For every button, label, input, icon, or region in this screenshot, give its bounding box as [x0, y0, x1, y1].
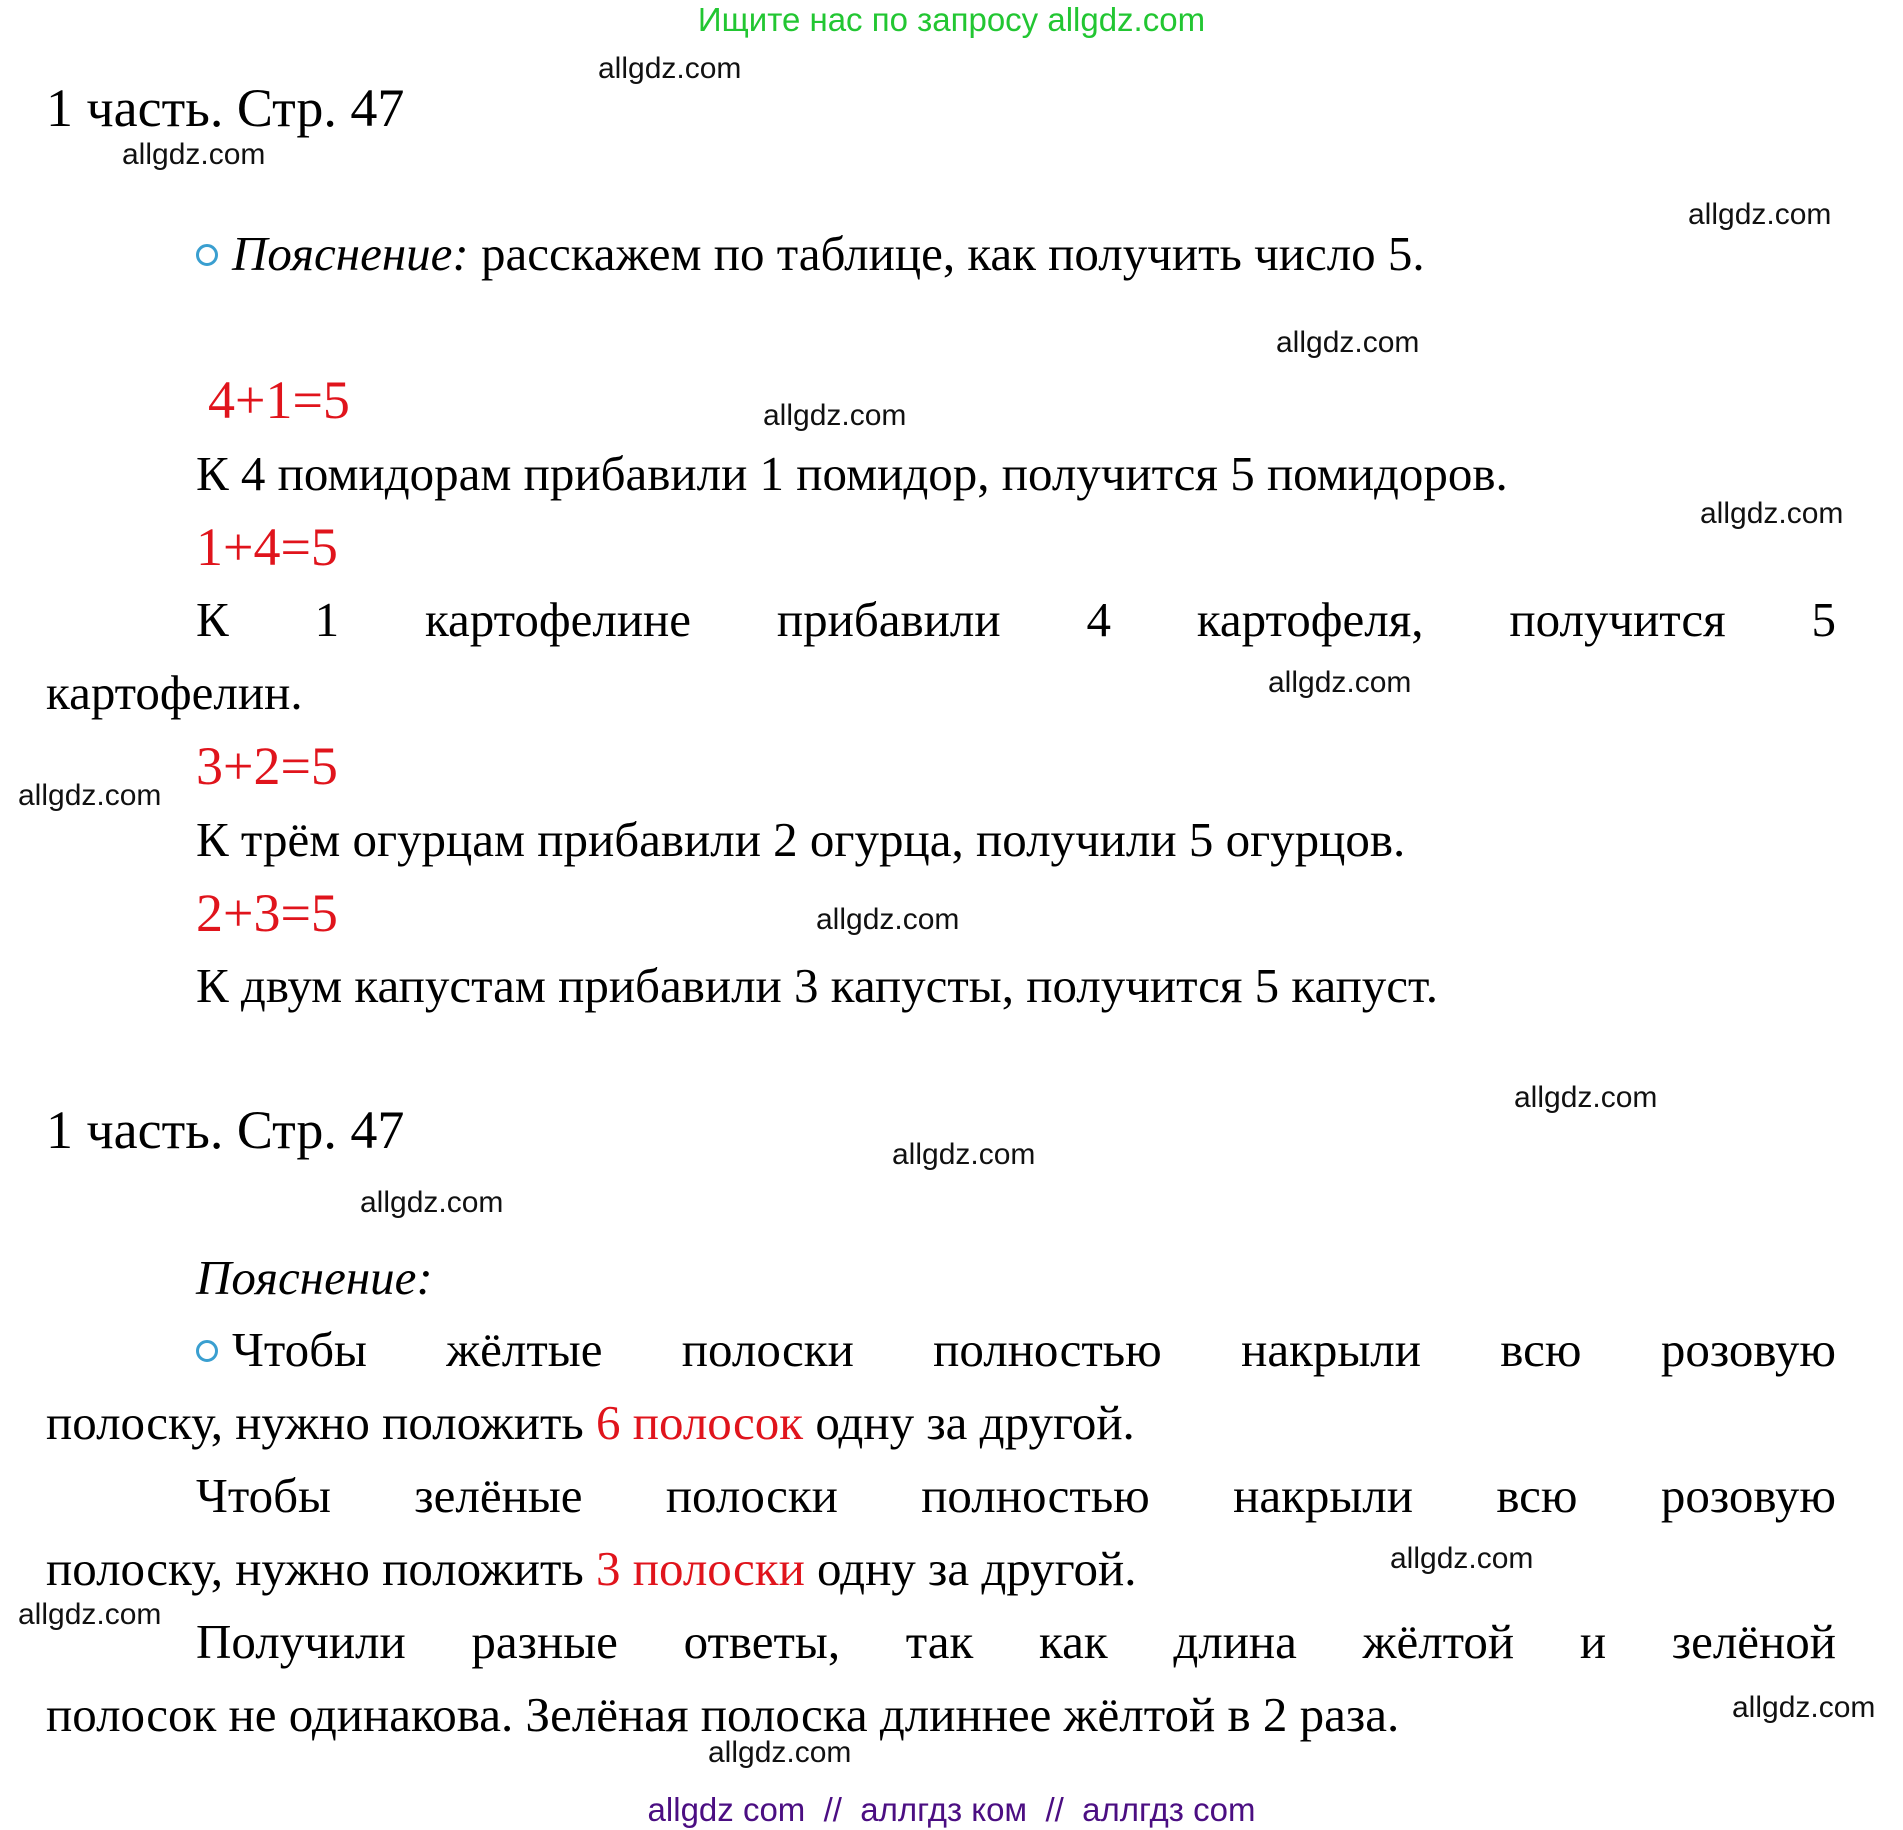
- equation: 2+3=5: [196, 883, 338, 943]
- explanation-label: Пояснение:: [232, 226, 469, 281]
- section1-heading: 1 часть. Стр. 47: [46, 78, 405, 138]
- equation: 1+4=5: [196, 517, 338, 577]
- answer-highlight: 6 полосок: [596, 1395, 804, 1450]
- paragraph-2-line-2: [46, 1539, 1137, 1599]
- equation: 3+2=5: [196, 736, 338, 796]
- watermark: allgdz.com: [1514, 1081, 1658, 1114]
- watermark: allgdz.com: [122, 138, 266, 171]
- paragraph-1-line-2: [46, 1393, 1135, 1453]
- watermark: allgdz.com: [708, 1736, 852, 1769]
- paragraph-2-line-1: Чтобы зелёные полоски полностью накрыли всю розовую: [196, 1468, 1836, 1523]
- paragraph-text: Чтобы жёлтые полоски полностью накрыли всю розовую: [232, 1322, 1836, 1377]
- watermark: allgdz.com: [598, 52, 742, 85]
- watermark: allgdz.com: [816, 903, 960, 936]
- watermark: allgdz.com: [18, 1598, 162, 1631]
- paragraph-text: одну за другой.: [804, 1541, 1137, 1596]
- paragraph-3-line-1: Получили разные ответы, так как длина жёлтой и зелёной: [196, 1614, 1836, 1669]
- paragraph-text: полоску, нужно положить: [46, 1395, 597, 1450]
- sentence: К 1 картофелине прибавили 4 картофеля, получится 5: [196, 592, 1836, 647]
- paragraph-text: полоску, нужно положить: [46, 1541, 597, 1596]
- sentence: К трём огурцам прибавили 2 огурца, получили 5 огурцов.: [196, 812, 1406, 867]
- watermark: allgdz.com: [1276, 326, 1420, 359]
- sentence: К двум капустам прибавили 3 капусты, получится 5 капуст.: [196, 958, 1439, 1013]
- answer-highlight: 3 полоски: [596, 1541, 805, 1596]
- sentence-continuation: картофелин.: [46, 665, 303, 720]
- paragraph-text: одну за другой.: [803, 1395, 1135, 1450]
- watermark: allgdz.com: [1268, 666, 1412, 699]
- watermark: allgdz.com: [1700, 497, 1844, 530]
- section1-explanation: [196, 224, 1425, 284]
- paragraph-3-line-2: полосок не одинакова. Зелёная полоска длиннее жёлтой в 2 раза.: [46, 1687, 1400, 1742]
- explanation-text: расскажем по таблице, как получить число 5.: [468, 226, 1425, 281]
- watermark: allgdz.com: [1390, 1542, 1534, 1575]
- search-banner: Ищите нас по запросу allgdz.com: [697, 1, 1206, 38]
- bullet-circle-icon: [196, 244, 218, 266]
- explanation-label: Пояснение:: [196, 1250, 433, 1305]
- watermark: allgdz.com: [1732, 1691, 1876, 1724]
- sentence: К 4 помидорам прибавили 1 помидор, получится 5 помидоров.: [196, 446, 1508, 501]
- watermark: allgdz.com: [1688, 198, 1832, 231]
- bullet-circle-icon: [196, 1340, 218, 1362]
- watermark: allgdz.com: [18, 779, 162, 812]
- equation: 4+1=5: [208, 370, 350, 430]
- watermark: allgdz.com: [360, 1186, 504, 1219]
- paragraph-1-line-1: [196, 1320, 1836, 1380]
- watermark: allgdz.com: [892, 1138, 1036, 1171]
- section2-heading: 1 часть. Стр. 47: [46, 1100, 405, 1160]
- footer-links: allgdz com // аллгдз ком // аллгдз com: [647, 1791, 1256, 1828]
- watermark: allgdz.com: [763, 399, 907, 432]
